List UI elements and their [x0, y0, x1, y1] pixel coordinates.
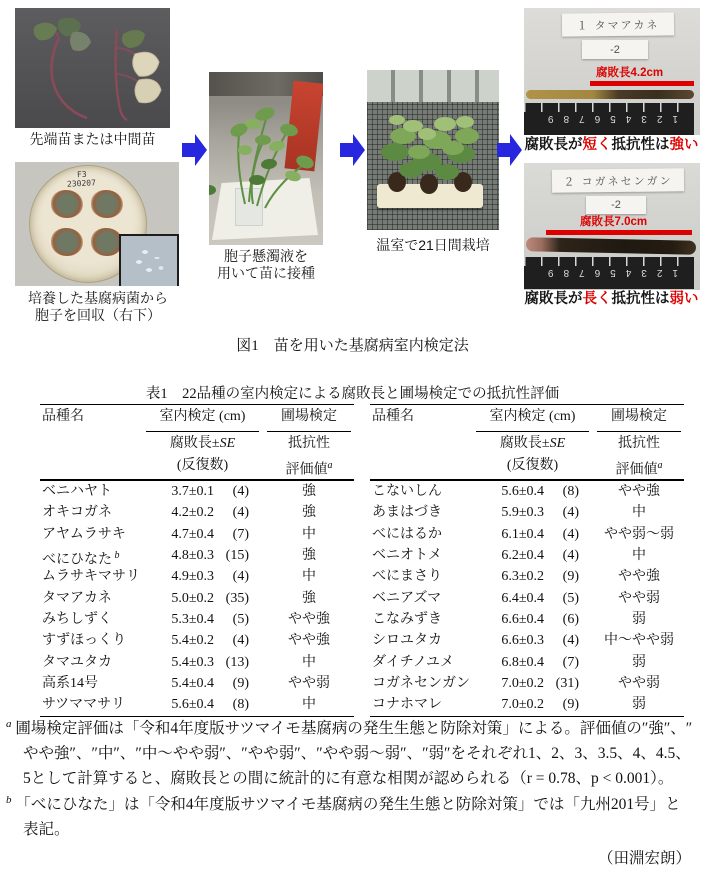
results-table	[40, 404, 692, 717]
footnote-b-mark: b	[6, 793, 12, 806]
photo-stem-susceptible	[524, 163, 700, 290]
subheader-resistance: 抵抗性	[288, 436, 330, 451]
caption-resistant: 腐敗長が短く抵抗性は強い	[524, 137, 699, 153]
table-row: すずほっくり 5.4±0.2 (4) やや強	[42, 633, 330, 649]
caption-cuttings	[15, 131, 170, 148]
caption-inoculation-line1: 胞子懸濁液を	[224, 248, 308, 264]
caption-petri-line1: 培養した基腐病菌から	[28, 290, 168, 306]
photo-seedling-cuttings	[15, 8, 170, 128]
ruler	[524, 257, 694, 289]
table-body-left	[40, 481, 354, 717]
table-row: べにひなた $^b$ 4.8±0.3 (15) 強	[42, 548, 316, 568]
table-left-half	[40, 404, 354, 717]
footnote-b	[6, 792, 696, 843]
table-row: ムラサキマサリ 4.9±0.3 (4) 中	[42, 569, 316, 585]
caption-cuttings-text: 先端苗または中間苗	[29, 131, 156, 147]
photo-inoculation	[209, 72, 323, 245]
table-header	[370, 405, 684, 481]
table-row: べにまさり 6.3±0.2 (9) やや強	[372, 569, 660, 585]
label-cultivar-koganesengan: ２ コガネセンガン	[552, 168, 684, 192]
ruler	[524, 103, 694, 135]
table-row: タマユタカ 5.4±0.3 (13) 中	[42, 654, 316, 670]
table-row: ベニアズマ 6.4±0.4 (5) やや弱	[372, 590, 660, 606]
ruler-ticks	[524, 257, 694, 266]
table-row: ベニハヤト 3.7±0.1 (4) 強	[42, 484, 316, 499]
subheader-reps: (反復数)	[176, 458, 229, 473]
stem-sample	[526, 237, 696, 255]
table-row: コガネセンガン 7.0±0.2 (31) やや弱	[372, 676, 660, 692]
col-header-cultivar: 品種名	[372, 409, 414, 424]
table-body-right	[370, 481, 684, 717]
subheader-reps: (反復数)	[506, 458, 559, 473]
rot-length-underline	[546, 230, 692, 235]
caption-susceptible: 腐敗長が長く抵抗性は弱い	[524, 291, 699, 307]
ruler-numbers: 123456789	[537, 267, 679, 278]
fungal-colony	[91, 190, 123, 218]
col-header-field: 圃場検定	[267, 405, 351, 432]
caption-petri	[2, 290, 194, 324]
table-row: 高系14号 5.4±0.4 (9) やや弱	[42, 676, 330, 692]
photo-petri-dish	[15, 162, 179, 286]
rot-length-label: 腐敗長4.2cm	[596, 67, 664, 79]
table-header	[40, 405, 354, 481]
table-row: ベニオトメ 6.2±0.4 (4) 中	[372, 548, 646, 564]
cuttings-illustration	[15, 8, 170, 128]
ruler-numbers: 123456789	[537, 113, 679, 124]
caption-inoculation-line2: 用いて苗に接種	[217, 265, 315, 281]
footnote-a	[6, 716, 696, 792]
table-row: ダイチノユメ 6.8±0.4 (7) 弱	[372, 654, 646, 670]
table-title: 表1 22品種の室内検定による腐敗長と圃場検定での抵抗性評価	[145, 386, 560, 402]
rot-length-underline	[590, 81, 694, 86]
table-row: こなみずき 6.6±0.4 (6) 弱	[372, 612, 646, 628]
table-row: コナホマレ 7.0±0.2 (9) 弱	[372, 697, 646, 713]
table-row: シロユタカ 6.6±0.3 (4) 中～やや弱	[372, 633, 674, 649]
subheader-rotlength: 腐敗長±SE	[169, 436, 236, 451]
footnote-a-mark: a	[6, 718, 12, 730]
fungal-colony	[51, 228, 83, 256]
col-header-field: 圃場検定	[597, 405, 681, 432]
table-row: べにはるか 6.1±0.4 (4) やや弱～弱	[372, 526, 674, 542]
table-row: アヤムラサキ 4.7±0.4 (7) 中	[42, 526, 316, 542]
label-replicate: -2	[586, 196, 646, 214]
caption-greenhouse-text: 温室で21日間栽培	[376, 237, 490, 253]
caption-petri-line2: 胞子を回収（右下）	[35, 307, 161, 323]
flow-arrow-icon	[182, 133, 208, 167]
subheader-rotlength: 腐敗長±SE	[499, 436, 566, 451]
footnote-a-text: 圃場検定評価は「令和4年度版サツマイモ基腐病の発生生態と防除対策」による。評価値の″強″、″やや強″、″中″、″中～やや弱″、″やや弱″、″やや弱～弱″、″弱″をそれぞれ1、2、3、3.5、4、4.5、5として計算すると、腐敗長との間に統計的に有意な相関が認められる（r = 0.78、p < 0.001）。	[15, 720, 693, 787]
rot-length-label: 腐敗長7.0cm	[580, 216, 648, 228]
col-header-indoor: 室内検定 (cm)	[146, 405, 259, 432]
caption-greenhouse	[367, 237, 499, 254]
label-replicate: -2	[582, 40, 648, 59]
label-cultivar-tamaakane: １ タマアカネ	[562, 12, 674, 36]
footnotes	[6, 716, 696, 842]
col-header-cultivar: 品種名	[42, 409, 84, 424]
col-header-indoor: 室内検定 (cm)	[476, 405, 589, 432]
table-row: みちしずく 5.3±0.4 (5) やや強	[42, 612, 330, 628]
fungal-colony	[51, 190, 83, 218]
plate-handwriting-line1: F3	[76, 169, 87, 180]
photo-greenhouse	[367, 70, 499, 230]
photo-stem-resistant	[524, 8, 700, 135]
subheader-resistance: 抵抗性	[618, 436, 660, 451]
table-row: こないしん 5.6±0.4 (8) やや強	[372, 484, 660, 499]
seedlings-illustration	[209, 72, 323, 245]
greenhouse-plants-illustration	[367, 70, 499, 230]
subheader-eval: 評価値$^a$	[285, 460, 333, 478]
figure-caption: 図1 苗を用いた基腐病室内検定法	[236, 338, 469, 354]
table-row: あまはづき 5.9±0.3 (4) 中	[372, 505, 646, 521]
table-right-half	[370, 404, 684, 717]
plate-handwriting-line2: 230207	[66, 178, 97, 189]
spore-microscope-inset	[119, 234, 179, 286]
flow-arrow-icon	[340, 133, 366, 167]
table-row: サツママサリ 5.6±0.4 (8) 中	[42, 697, 316, 713]
table-row: タマアカネ 5.0±0.2 (35) 強	[42, 590, 316, 606]
author-name: （田淵宏朗）	[597, 850, 691, 867]
footnote-b-text: 「べにひなた」は「令和4年度版サツマイモ基腐病の発生生態と防除対策」では「九州201号」と表記。	[15, 795, 681, 838]
table-row: オキコガネ 4.2±0.2 (4) 強	[42, 505, 316, 521]
caption-inoculation	[196, 248, 336, 282]
ruler-ticks	[524, 103, 694, 112]
subheader-eval: 評価値$^a$	[615, 460, 663, 478]
stem-sample	[526, 90, 694, 99]
